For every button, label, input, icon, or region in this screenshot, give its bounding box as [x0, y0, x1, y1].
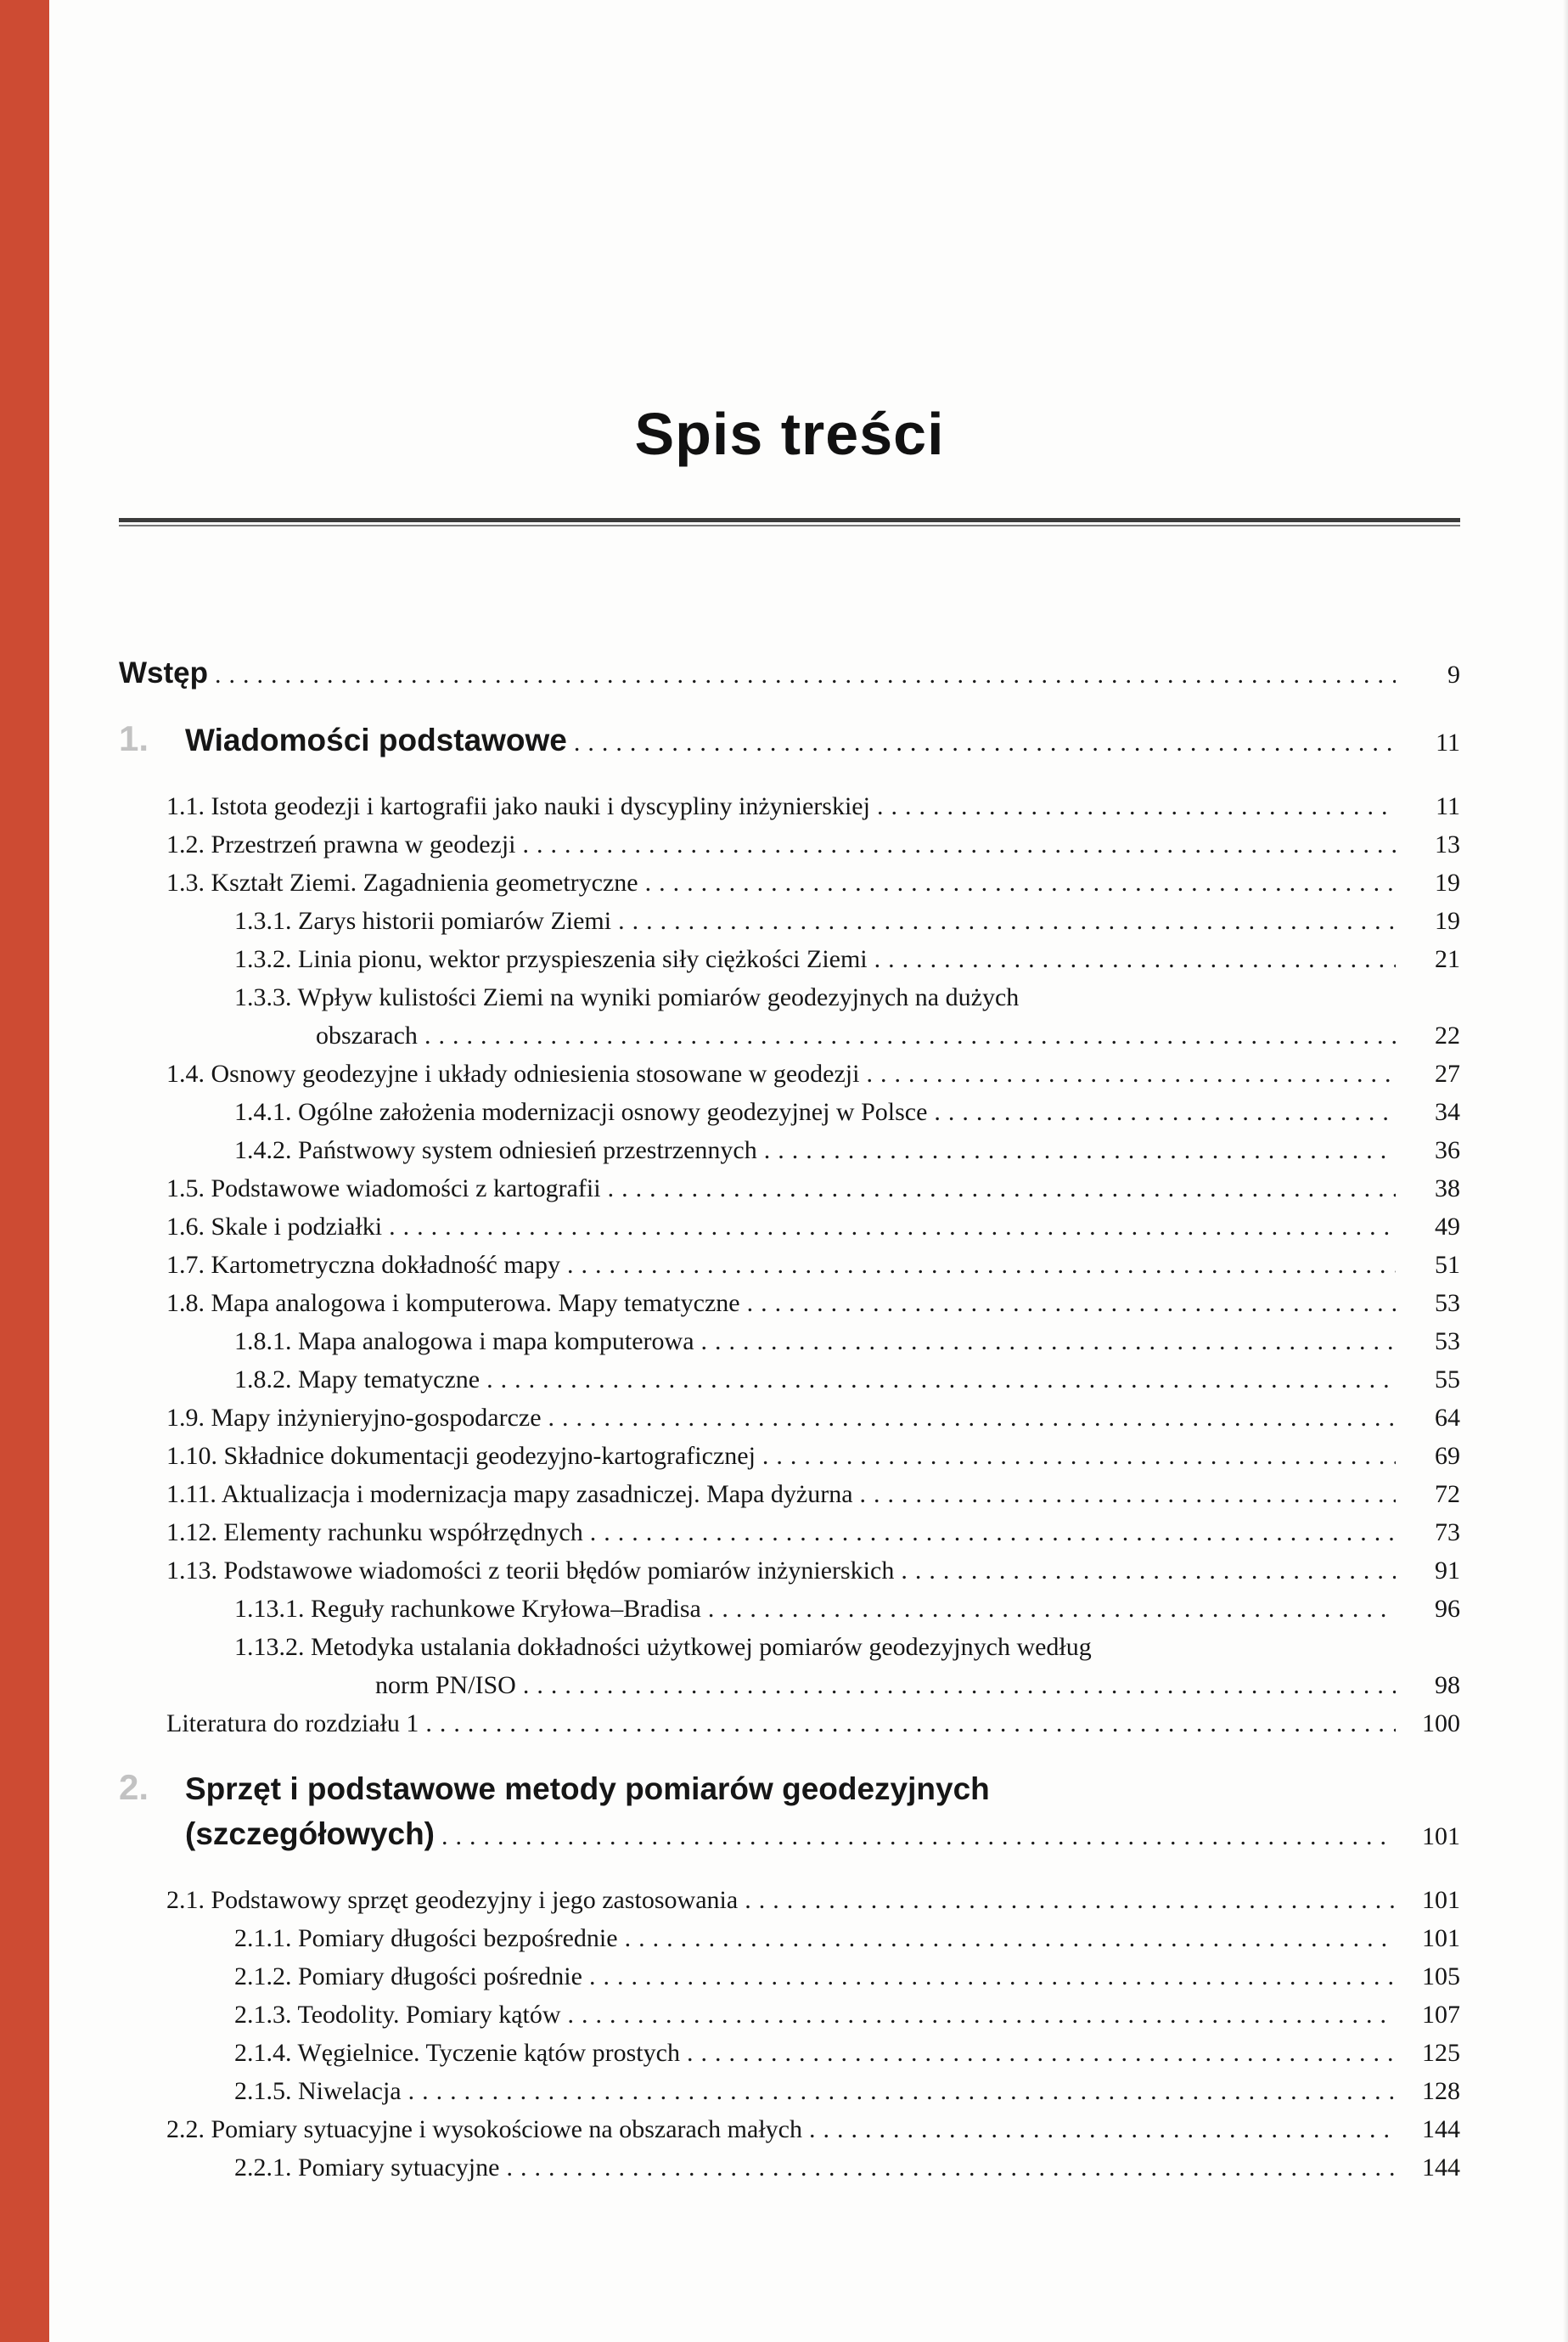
dot-leader	[523, 1666, 1396, 1704]
toc-entry-label: 1.4.2. Państwowy system odniesień przestrzennych	[234, 1136, 757, 1164]
toc-entry-label: (szczegółowych)	[185, 1816, 435, 1851]
toc-row	[119, 1666, 1460, 1704]
page-number: 101	[1422, 1886, 1460, 1914]
toc-entry-label: 1.3.2. Linia pionu, wektor przyspieszenia siły ciężkości Ziemi	[234, 945, 868, 973]
toc-chapter-row	[119, 1768, 1460, 1808]
page-number: 64	[1435, 1404, 1460, 1432]
page-number: 105	[1422, 1962, 1460, 1990]
dot-leader	[548, 1399, 1396, 1437]
dot-leader	[764, 1131, 1396, 1169]
dot-leader	[745, 1881, 1396, 1919]
toc-row	[119, 1131, 1460, 1169]
toc-row	[119, 1246, 1460, 1284]
toc-entry-label: 1.13.1. Reguły rachunkowe Kryłowa–Bradisa	[234, 1595, 701, 1623]
toc-entry-label: 2.1.3. Teodolity. Pomiary kątów	[234, 2001, 561, 2029]
page-number: 11	[1436, 792, 1460, 820]
dot-leader	[901, 1551, 1396, 1590]
toc-entry-label: Sprzęt i podstawowe metody pomiarów geodezyjnych	[185, 1771, 990, 1806]
toc-entry-label: 2.1.1. Pomiary długości bezpośrednie	[234, 1924, 618, 1952]
toc-entry-label: 1.5. Podstawowe wiadomości z kartografii	[166, 1174, 601, 1202]
toc-entry-label: 1.3. Kształt Ziemi. Zagadnienia geometryczne	[166, 869, 638, 897]
page-number: 36	[1435, 1136, 1460, 1164]
page-number: 51	[1435, 1251, 1460, 1279]
toc-row	[119, 1360, 1460, 1399]
toc-entry-label: 1.3.1. Zarys historii pomiarów Ziemi	[234, 907, 612, 935]
page-number: 91	[1435, 1557, 1460, 1585]
toc-row	[119, 1169, 1460, 1208]
toc-row	[119, 825, 1460, 864]
dot-leader	[408, 2072, 1396, 2110]
toc-entry-label: 2.1.5. Niwelacja	[234, 2077, 402, 2105]
toc-entry-label: 1.4.1. Ogólne założenia modernizacji osnowy geodezyjnej w Polsce	[234, 1098, 928, 1126]
toc-row	[119, 902, 1460, 940]
page-number: 72	[1435, 1480, 1460, 1508]
page-title: Spis treści	[634, 401, 945, 467]
toc-entry-label: 1.8.1. Mapa analogowa i mapa komputerowa	[234, 1327, 694, 1355]
chapter-number: 1.	[119, 718, 149, 758]
dot-leader	[590, 1513, 1396, 1551]
dot-leader	[486, 1360, 1396, 1399]
toc-row	[119, 2110, 1460, 2148]
toc-row	[119, 2148, 1460, 2187]
toc-entry-label: 1.8. Mapa analogowa i komputerowa. Mapy tematyczne	[166, 1289, 740, 1317]
toc-row	[119, 1815, 1460, 1855]
toc-row	[119, 1513, 1460, 1551]
page-number: 21	[1435, 945, 1460, 973]
dot-leader	[441, 1817, 1396, 1855]
toc-row	[119, 1208, 1460, 1246]
toc-entry-label: 1.11. Aktualizacja i modernizacja mapy zasadniczej. Mapa dyżurna	[166, 1480, 853, 1508]
title-rule	[119, 518, 1460, 526]
toc-row	[119, 1016, 1460, 1055]
toc-row	[119, 1284, 1460, 1322]
toc-row	[119, 2072, 1460, 2110]
toc-row	[119, 654, 1460, 694]
toc-entry-label: 2.2.1. Pomiary sytuacyjne	[234, 2153, 500, 2182]
toc-entry-label: 1.13. Podstawowe wiadomości z teorii błędów pomiarów inżynierskich	[166, 1557, 895, 1585]
toc-entry-label: Wiadomości podstawowe	[185, 723, 567, 757]
dot-leader	[708, 1590, 1396, 1628]
toc-row	[119, 1055, 1460, 1093]
toc-entry-label: 1.3.3. Wpływ kulistości Ziemi na wyniki pomiarów geodezyjnych na dużych	[234, 983, 1020, 1011]
dot-leader	[608, 1169, 1396, 1208]
toc-row	[119, 2034, 1460, 2072]
dot-leader	[574, 723, 1396, 762]
dot-leader	[747, 1284, 1396, 1322]
page-number: 53	[1435, 1289, 1460, 1317]
toc-entry-label: 1.8.2. Mapy tematyczne	[234, 1365, 481, 1393]
dot-leader	[523, 825, 1396, 864]
page-number: 19	[1435, 869, 1460, 897]
dot-leader	[860, 1475, 1396, 1513]
dot-leader	[567, 1246, 1396, 1284]
page-number: 69	[1435, 1442, 1460, 1470]
dot-leader	[877, 787, 1396, 825]
toc-row	[119, 1919, 1460, 1957]
toc-entry-label: 2.2. Pomiary sytuacyjne i wysokościowe na obszarach małych	[166, 2115, 802, 2143]
toc-entry-label: 1.9. Mapy inżynieryjno-gospodarcze	[166, 1404, 542, 1432]
page-number: 27	[1435, 1060, 1460, 1088]
toc-entry-label: 1.13.2. Metodyka ustalania dokładności użytkowej pomiarów geodezyjnych według	[234, 1633, 1092, 1661]
toc-entry-label: Literatura do rozdziału 1	[166, 1709, 419, 1737]
toc-entry-label: Wstęp	[119, 656, 208, 690]
dot-leader	[701, 1322, 1396, 1360]
toc-entry-label: 1.10. Składnice dokumentacji geodezyjno-kartograficznej	[166, 1442, 756, 1470]
toc-row	[119, 1475, 1460, 1513]
toc-row	[119, 1437, 1460, 1475]
page-number: 101	[1422, 1822, 1460, 1850]
dot-leader	[625, 1919, 1396, 1957]
toc-row	[119, 1551, 1460, 1590]
page-number: 34	[1435, 1098, 1460, 1126]
toc-row	[119, 978, 1460, 1016]
toc-row	[119, 787, 1460, 825]
dot-leader	[424, 1016, 1396, 1055]
toc-entry-label: 2.1.4. Węgielnice. Tyczenie kątów prostych	[234, 2039, 680, 2067]
toc-entry-label: 1.1. Istota geodezji i kartografii jako nauki i dyscypliny inżynierskiej	[166, 792, 870, 820]
toc-entry-label: 1.12. Elementy rachunku współrzędnych	[166, 1518, 583, 1546]
chapter-number: 2.	[119, 1767, 149, 1807]
dot-leader	[809, 2110, 1396, 2148]
dot-leader	[645, 864, 1396, 902]
dot-leader	[874, 940, 1396, 978]
page-number: 22	[1435, 1022, 1460, 1050]
page-number: 53	[1435, 1327, 1460, 1355]
page-number: 38	[1435, 1174, 1460, 1202]
page-number: 107	[1422, 2001, 1460, 2029]
toc-row	[119, 1881, 1460, 1919]
dot-leader	[934, 1093, 1396, 1131]
dot-leader	[425, 1704, 1396, 1742]
page-number: 13	[1435, 830, 1460, 859]
document-page	[119, 0, 1460, 2187]
toc-entry-label: norm PN/ISO	[375, 1671, 516, 1699]
page-number: 9	[1447, 661, 1460, 689]
page-number: 125	[1422, 2039, 1460, 2067]
dot-leader	[866, 1055, 1396, 1093]
toc-entry-label: 1.6. Skale i podziałki	[166, 1213, 383, 1241]
toc-entry-label: 2.1.2. Pomiary długości pośrednie	[234, 1962, 582, 1990]
page-number: 144	[1422, 2153, 1460, 2182]
page-number: 96	[1435, 1595, 1460, 1623]
toc-row	[119, 1590, 1460, 1628]
dot-leader	[687, 2034, 1396, 2072]
toc-entry-label: 1.4. Osnowy geodezyjne i układy odniesienia stosowane w geodezji	[166, 1060, 860, 1088]
page-number: 128	[1422, 2077, 1460, 2105]
toc-rows	[119, 654, 1460, 2187]
toc-row	[119, 1957, 1460, 1996]
toc-row	[119, 1322, 1460, 1360]
dot-leader	[215, 656, 1396, 694]
dot-leader	[389, 1208, 1396, 1246]
toc-entry-label: 1.7. Kartometryczna dokładność mapy	[166, 1251, 561, 1279]
toc-entry-label: 2.1. Podstawowy sprzęt geodezyjny i jego zastosowania	[166, 1886, 739, 1914]
dot-leader	[568, 1996, 1396, 2034]
toc-entry-label: obszarach	[316, 1022, 418, 1050]
page-number: 101	[1422, 1924, 1460, 1952]
page-edge-shadow	[1563, 0, 1568, 2342]
dot-leader	[618, 902, 1396, 940]
dot-leader	[762, 1437, 1396, 1475]
toc-row	[119, 1704, 1460, 1742]
page-number: 19	[1435, 907, 1460, 935]
book-spine-stripe	[0, 0, 49, 2342]
page-number: 49	[1435, 1213, 1460, 1241]
toc-row	[119, 1399, 1460, 1437]
page-number: 98	[1435, 1671, 1460, 1699]
toc-chapter-row	[119, 719, 1460, 762]
page-number: 55	[1435, 1365, 1460, 1393]
dot-leader	[506, 2148, 1396, 2187]
toc-row	[119, 1996, 1460, 2034]
page-number: 11	[1436, 729, 1460, 757]
toc-row	[119, 940, 1460, 978]
page-number: 73	[1435, 1518, 1460, 1546]
toc-entry-label: 1.2. Przestrzeń prawna w geodezji	[166, 830, 516, 859]
toc-row	[119, 1093, 1460, 1131]
toc-row	[119, 864, 1460, 902]
page-number: 100	[1422, 1709, 1460, 1737]
dot-leader	[589, 1957, 1396, 1996]
toc-row	[119, 1628, 1460, 1666]
page-number: 144	[1422, 2115, 1460, 2143]
